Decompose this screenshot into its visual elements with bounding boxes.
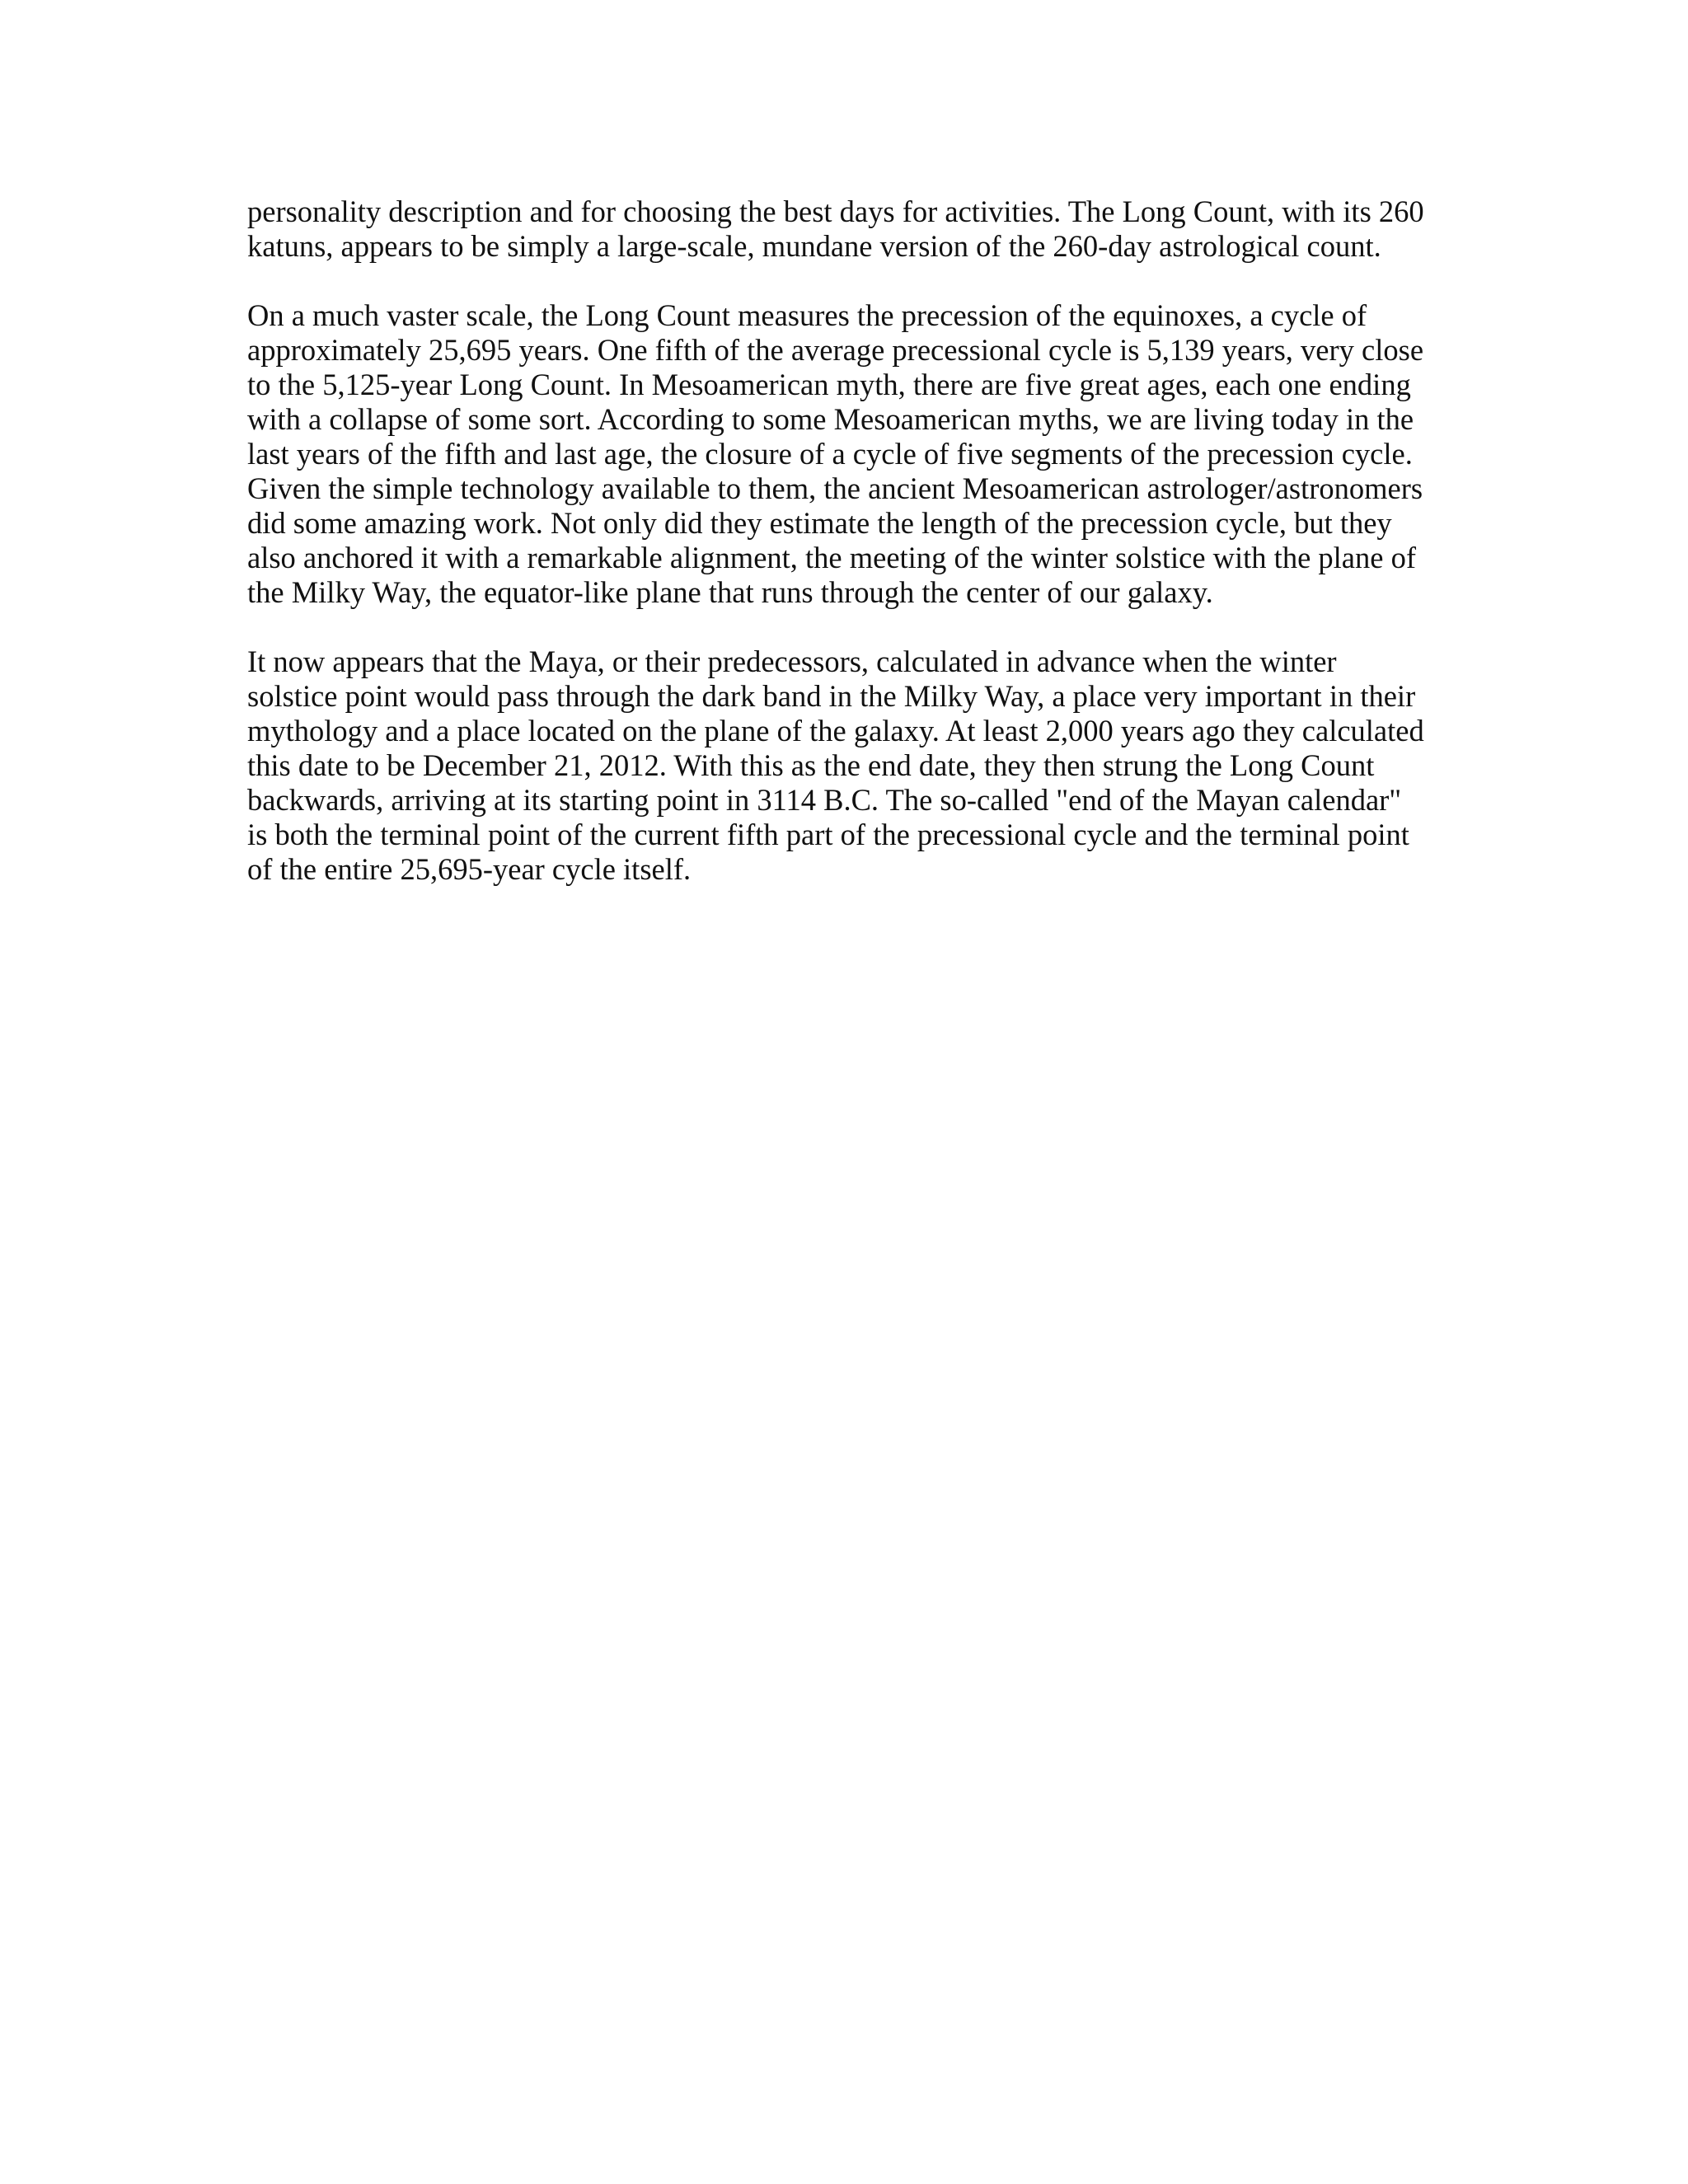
text-line: to the 5,125-year Long Count. In Mesoamerican myth, there are five great ages, each one ending — [247, 368, 1411, 401]
text-line: personality description and for choosing the best days for activities. The Long Count, with its 260 — [247, 194, 1424, 228]
text-line: with a collapse of some sort. According to some Mesoamerican myths, we are living today in the — [247, 402, 1414, 436]
text-line: last years of the fifth and last age, the closure of a cycle of five segments of the precession cycle. — [247, 437, 1413, 471]
text-line: is both the terminal point of the current fifth part of the precessional cycle and the terminal point — [247, 818, 1409, 851]
text-line: also anchored it with a remarkable alignment, the meeting of the winter solstice with the plane of — [247, 541, 1416, 574]
text-line: katuns, appears to be simply a large-scale, mundane version of the 260-day astrological count. — [247, 229, 1381, 263]
paragraph-2 — [247, 298, 1451, 610]
text-line: Given the simple technology available to them, the ancient Mesoamerican astrologer/astronomers — [247, 471, 1423, 505]
text-line: It now appears that the Maya, or their predecessors, calculated in advance when the winter — [247, 644, 1337, 678]
paragraph-3 — [247, 644, 1451, 887]
text-line: did some amazing work. Not only did they estimate the length of the precession cycle, but they — [247, 506, 1392, 540]
text-line: On a much vaster scale, the Long Count measures the precession of the equinoxes, a cycle of — [247, 298, 1367, 332]
text-line: backwards, arriving at its starting point in 3114 B.C. The so-called "end of the Mayan calendar" — [247, 783, 1402, 817]
text-line: the Milky Way, the equator-like plane that runs through the center of our galaxy. — [247, 575, 1213, 609]
document-body — [247, 194, 1451, 921]
text-line: solstice point would pass through the dark band in the Milky Way, a place very important in their — [247, 679, 1416, 713]
paragraph-1 — [247, 194, 1451, 264]
text-line: approximately 25,695 years. One fifth of the average precessional cycle is 5,139 years, very close — [247, 333, 1424, 367]
text-line: this date to be December 21, 2012. With this as the end date, they then strung the Long Count — [247, 748, 1375, 782]
text-line: of the entire 25,695-year cycle itself. — [247, 852, 692, 886]
text-line: mythology and a place located on the plane of the galaxy. At least 2,000 years ago they calculated — [247, 714, 1424, 748]
